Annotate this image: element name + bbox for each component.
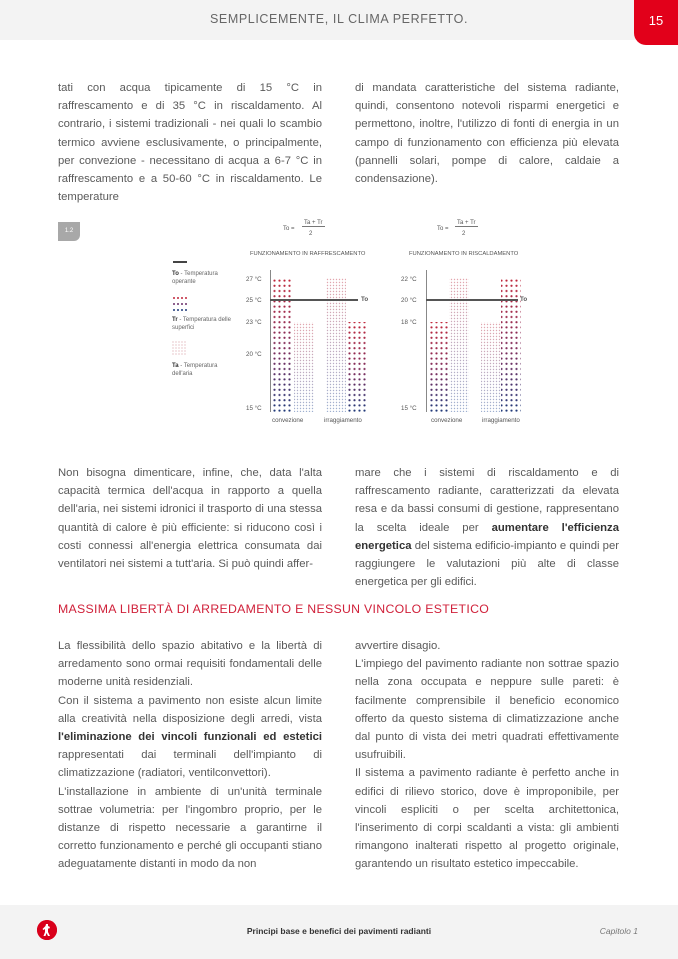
top-right-column <box>355 79 619 188</box>
legend-tr-label: Tr - Temperatura delle superfici <box>172 317 231 331</box>
paragraph: avvertire disagio. <box>355 640 441 652</box>
paragraph: Il sistema a pavimento radiante è perfetto anche in edifici di rilievo storico, dove è improponibile, per vincoli espliciti o per scelta architettonica, l'inserimento di corpi scaldanti a vista: gli ambienti rimangono inalterati rispetto al progetto originale, garantendo un risultato estetico impeccabile. <box>355 767 619 871</box>
paragraph: Non bisogna dimenticare, infine, che, data l'alta capacità termica dell'acqua in rapporto a quella dell'aria, nei sistemi idronici il trasporto di una stessa quantità di calore è più efficiente: si riducono così i costi connessi all'energia elettrica consumata dai ventilatori nei sistemi a tutt'aria. Si può quindi affer- <box>58 467 322 571</box>
section-right-column <box>355 637 619 874</box>
formula-denominator: 2 <box>462 231 466 237</box>
middle-right-column <box>355 464 619 591</box>
section-left-column <box>58 637 322 874</box>
y-tick: 15 °C <box>401 405 417 412</box>
legend-ta-label: Ta - Temperatura dell'aria <box>172 363 218 377</box>
page-number-tab: 15 <box>634 0 678 45</box>
y-axis <box>270 270 271 412</box>
paragraph: L'installazione in ambiente di un'unità terminale sottrae volumetria: per l'ingombro proprio, per le distanze di rispetto necessarie a garantirne il corretto funzionamento e perché gli occupanti stiano adeguatamente distanti in modo da non <box>58 785 322 871</box>
top-left-column <box>58 79 322 206</box>
figure-number-badge: 1.2 <box>58 222 80 241</box>
formula-numerator: Ta + Tr <box>457 220 476 226</box>
footer-document-title: Principi base e benefici dei pavimenti radianti <box>246 926 432 936</box>
cooling-chart-title: FUNZIONAMENTO IN RAFFRESCAMENTO <box>250 251 366 257</box>
to-reference-line <box>270 299 358 301</box>
formula-numerator: Ta + Tr <box>304 220 323 226</box>
middle-left-column <box>58 464 322 573</box>
section-heading: MASSIMA LIBERTÀ DI ARREDAMENTO E NESSUN VINCOLO ESTETICO <box>58 602 490 616</box>
y-tick: 27 °C <box>246 276 262 283</box>
y-axis <box>426 270 427 412</box>
legend-to-line-swatch <box>173 261 187 263</box>
legend-to-label: To - Temperatura operante <box>172 271 218 285</box>
to-line-label: To <box>361 296 369 303</box>
y-tick: 23 °C <box>246 319 262 326</box>
formula-lhs: To = <box>437 226 449 232</box>
legend-tr-dots-swatch <box>172 296 192 314</box>
x-label: convezione <box>431 417 463 424</box>
formula-denominator: 2 <box>309 231 313 237</box>
paragraph: Con il sistema a pavimento non esiste alcun limite alla creatività nella disposizione degli arredi, vista l'eliminazione dei vincoli funzionali ed estetici rappresentati dai terminali dell'impianto di climatizzazione (radiatori, ventilconvettori). <box>58 694 322 780</box>
paragraph: mare che i sistemi di riscaldamento e di raffrescamento radiante, caratterizzati da elevata resa e da bassi consumi di gestione, rappresentano la scelta ideale per aumentare l'efficienza energetica del sistema edificio-impianto e quindi per raggiungere le valutazioni più alte di classe energetica per gli edifici. <box>355 467 619 589</box>
y-tick: 18 °C <box>401 319 417 326</box>
emphasis: l'eliminazione dei vincoli funzionali ed estetici <box>58 731 322 744</box>
emphasis: aumentare l'efficienza energetica <box>355 521 619 552</box>
paragraph: La flessibilità dello spazio abitativo e la libertà di arredamento sono ormai requisiti fondamentali delle moderne unità residenziali. <box>58 640 322 689</box>
y-tick: 25 °C <box>246 297 262 304</box>
to-line-label: To <box>520 296 528 303</box>
y-tick: 20 °C <box>246 351 262 358</box>
y-tick: 22 °C <box>401 276 417 283</box>
y-tick: 20 °C <box>401 297 417 304</box>
to-reference-line <box>426 299 518 301</box>
paragraph: di mandata caratteristiche del sistema radiante, quindi, consentono notevoli risparmi energetici e permettono, inoltre, l'utilizzo di fonti di energia in un campo di funzionamento con efficienza più elevata (pannelli solari, pompe di calore, caldaie a condensazione). <box>355 82 619 186</box>
x-label: irraggiamento <box>324 417 362 424</box>
running-header-title: SEMPLICEMENTE, IL CLIMA PERFETTO. <box>209 12 469 26</box>
x-label: irraggiamento <box>482 417 520 424</box>
legend-ta-dots-swatch <box>172 341 192 359</box>
y-tick: 15 °C <box>246 405 262 412</box>
formula-lhs: To = <box>283 226 295 232</box>
heating-chart-title: FUNZIONAMENTO IN RISCALDAMENTO <box>409 251 519 257</box>
paragraph: L'impiego del pavimento radiante non sottrae spazio nella zona occupata e neppure sulle pareti: è facilmente comprensibile il beneficio economico offerto da questo sistema di climatizzazione anche dal punto di vista dei metri quadrati effettivamente usufruibili. <box>355 658 619 762</box>
footer-chapter-label: Capitolo 1 <box>599 926 638 936</box>
x-label: convezione <box>272 417 304 424</box>
paragraph: tati con acqua tipicamente di 15 °C in raffrescamento e di 35 °C in riscaldamento. Al contrario, i sistemi tradizionali - nei quali lo scambio termico avviene esclusivamente, o principalmente, per convezione - necessitano di acqua a 6-7 °C in raffrescamento e a 50-60 °C in riscaldamento. Le temperature <box>58 82 322 204</box>
